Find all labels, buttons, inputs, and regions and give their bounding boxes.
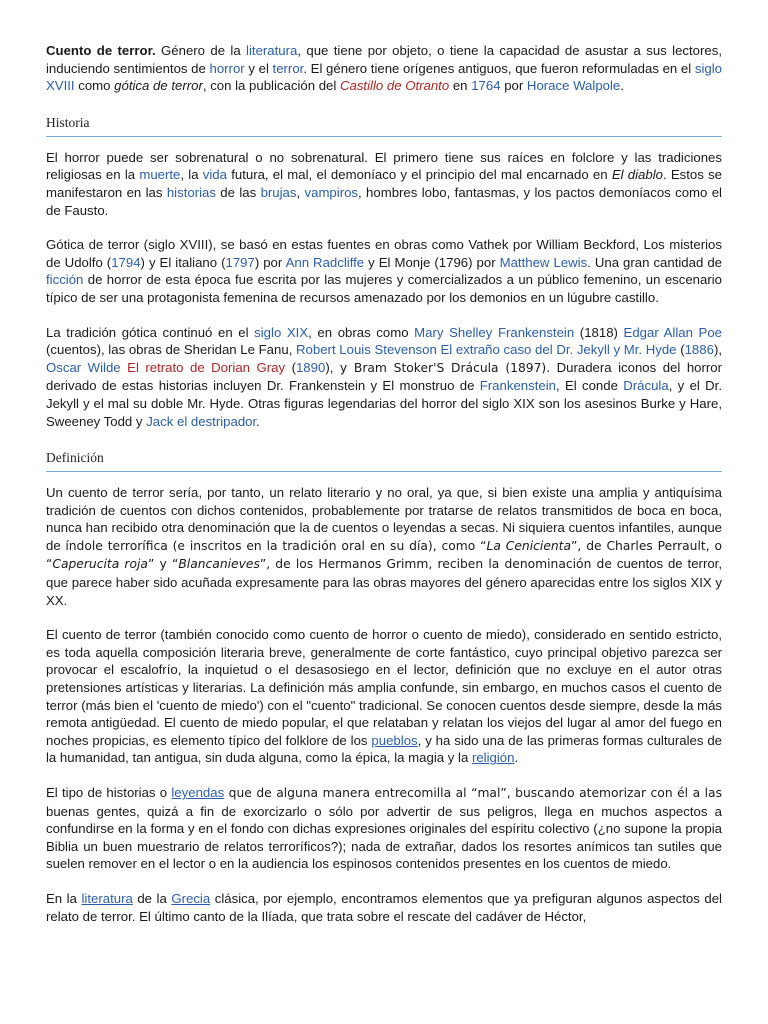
link-frankenstein[interactable]: Frankenstein bbox=[479, 378, 556, 394]
link-vida[interactable]: vida bbox=[202, 167, 227, 183]
link-matthew-lewis[interactable]: Matthew Lewis bbox=[499, 254, 588, 270]
link-1797[interactable]: 1797 bbox=[225, 254, 255, 270]
link-1764[interactable]: 1764 bbox=[471, 78, 501, 94]
link-muerte[interactable]: muerte bbox=[139, 167, 181, 183]
link-pueblos[interactable]: pueblos bbox=[371, 732, 418, 748]
historia-paragraph-1: El horror puede ser sobrenatural o no sobrenatural. El primero tiene sus raíces en folclore y las tradiciones religiosas en la muerte, la vida futura, el mal, el demoníaco y el principio del mal encarnado en El diablo. Estos se manifestaron en las historias de las brujas, vampiros, hombres lobo, fantasmas, y los pactos demoníacos como el de Fausto. bbox=[46, 149, 722, 218]
link-siglo-xviii[interactable]: siglo XVIII bbox=[46, 60, 722, 94]
historia-paragraph-3: La tradición gótica continuó en el siglo XIX, en obras como Mary Shelley Frankenstein (1818) Edgar Allan Poe (cuentos), las obras de Sheridan Le Fanu, Robert Louis Stevenson El extraño caso del Dr. Jekyll y Mr. Hyde (1886), Oscar Wilde El retrato de Dorian Gray (1890), y Bram Stoker'S Drácula (1897). Duradera iconos del horror derivado de estas historias incluyen Dr. Frankenstein y El monstruo de Frankenstein, El conde Drácula, y el Dr. Jekyll y el mal su doble Mr. Hyde. Otras figuras legendarias del horror del siglo XIX son los asesinos Burke y Hare, Sweeney Todd y Jack el destripador. bbox=[46, 324, 722, 429]
link-horror[interactable]: horror bbox=[209, 60, 245, 76]
intro-paragraph: Cuento de terror. Género de la literatura, que tiene por objeto, o tiene la capacidad de asustar a sus lectores, induciendo sentimientos de horror y el terror. El género tiene orígenes antiguos, que fueron reformuladas en el siglo XVIII como gótica de terror, con la publicación del Castillo de Otranto en 1764 por Horace Walpole. bbox=[46, 43, 722, 94]
link-literatura-2[interactable]: literatura bbox=[81, 890, 133, 906]
link-dorian-gray[interactable]: El retrato de Dorian Gray bbox=[127, 359, 286, 375]
link-siglo-xix[interactable]: siglo XIX bbox=[254, 324, 309, 340]
link-leyendas[interactable]: leyendas bbox=[171, 785, 225, 800]
link-1886[interactable]: 1886 bbox=[684, 342, 714, 358]
link-brujas[interactable]: brujas bbox=[260, 184, 297, 200]
link-grecia[interactable]: Grecia bbox=[171, 890, 211, 906]
definicion-paragraph-1: Un cuento de terror sería, por tanto, un relato literario y no oral, ya que, si bien existe una amplia y antiquísima tradición de cuentos con dichos contenidos, probablemente por tratarse de relatos transmitidos de boca en boca, nunca han recibido otra denominación que la de cuentos o leyendas a secas. Ni siquiera cuentos infantiles, aunque de índole terrorífica (e inscritos en la tradición oral en su día), como “La Cenicienta”, de Charles Perrault, o “Caperucita roja” y “Blancanieves”, de los Hermanos Grimm, reciben la denominación de cuentos de terror, que parece haber sido acuñada expresamente para las obras mayores del género aparecidas entre los siglos XIX y XX. bbox=[46, 485, 723, 608]
article-title: Cuento de terror. bbox=[46, 43, 156, 58]
section-heading-definicion: Definición bbox=[46, 450, 722, 472]
link-castillo-de-otranto[interactable]: Castillo de Otranto bbox=[339, 78, 450, 94]
link-vampiros[interactable]: vampiros bbox=[304, 184, 359, 200]
link-religion[interactable]: religión bbox=[471, 750, 515, 766]
link-mary-shelley[interactable]: Mary Shelley Frankenstein bbox=[414, 324, 575, 340]
link-oscar-wilde[interactable]: Oscar Wilde bbox=[46, 359, 121, 375]
link-ann-radcliffe[interactable]: Ann Radcliffe bbox=[285, 254, 365, 270]
section-heading-historia: Historia bbox=[46, 115, 722, 137]
link-stevenson[interactable]: Robert Louis Stevenson El extraño caso del Dr. Jekyll y Mr. Hyde bbox=[296, 342, 677, 358]
link-ficcion[interactable]: ficción bbox=[46, 272, 84, 288]
link-jack-el-destripador[interactable]: Jack el destripador bbox=[146, 413, 257, 429]
link-1794[interactable]: 1794 bbox=[111, 254, 141, 270]
link-1890[interactable]: 1890 bbox=[295, 359, 326, 375]
historia-paragraph-2: Gótica de terror (siglo XVIII), se basó en estas fuentes en obras como Vathek por William Beckford, Los misterios de Udolfo (1794) y El italiano (1797) por Ann Radcliffe y El Monje (1796) por Matthew Lewis. Una gran cantidad de ficción de horror de esta época fue escrita por las mujeres y comercializados a un público femenino, un escenario típico de ser una protagonista femenina de recursos amenazado por los demonios en un lúgubre castillo. bbox=[46, 237, 722, 305]
link-dracula[interactable]: Drácula bbox=[623, 378, 669, 394]
link-terror[interactable]: terror bbox=[272, 60, 304, 76]
link-edgar-allan-poe[interactable]: Edgar Allan Poe bbox=[623, 324, 722, 340]
link-horace-walpole[interactable]: Horace Walpole bbox=[526, 78, 621, 94]
link-historias[interactable]: historias bbox=[166, 184, 216, 200]
definicion-paragraph-2: El cuento de terror (también conocido como cuento de horror o cuento de miedo), considerado en sentido estricto, es toda aquella composición literaria breve, generalmente de corte fantástico, cuyo principal objetivo parezca ser provocar el escalofrío, la inquietud o el desasosiego en el lector, definición que no excluye en el autor otras pretensiones artísticas y literarias. La definición más amplia confunde, sin embargo, en muchos casos el cuento de terror (más bien el 'cuento de miedo') con el "cuento" tradicional. Se conocen cuentos desde siempre, desde la más remota antigüedad. El cuento de miedo popular, el que relataban y relatan los viejos del lugar al amor del fuego en noches propicias, es elemento típico del folklore de los pueblos, y ha sido una de las primeras formas culturales de la humanidad, tan antigua, sin duda alguna, como la épica, la magia y la religión. bbox=[46, 627, 722, 766]
definicion-paragraph-3: El tipo de historias o leyendas que de alguna manera entrecomilla al “mal”, buscando atemorizar con él a las buenas gentes, quizá a fin de exorcizarlo o sólo por advertir de sus peligros, llega en muchos aspectos a confundirse en la forma y en el fondo con dichas expresiones originales del espíritu colectivo (¿no supone la propia Biblia un buen muestrario de relatos terroríficos?); nada de extrañar, dados los resortes anímicos tan sutiles que suelen remover en el lector o en la audiencia los espinosos contenidos presentes en los cuentos de miedo. bbox=[46, 785, 722, 872]
link-literatura[interactable]: literatura bbox=[246, 43, 298, 58]
definicion-paragraph-4: En la literatura de la Grecia clásica, por ejemplo, encontramos elementos que ya prefiguran algunos aspectos del relato de terror. El último canto de la Ilíada, que trata sobre el rescate del cadáver de Héctor, bbox=[46, 890, 722, 924]
